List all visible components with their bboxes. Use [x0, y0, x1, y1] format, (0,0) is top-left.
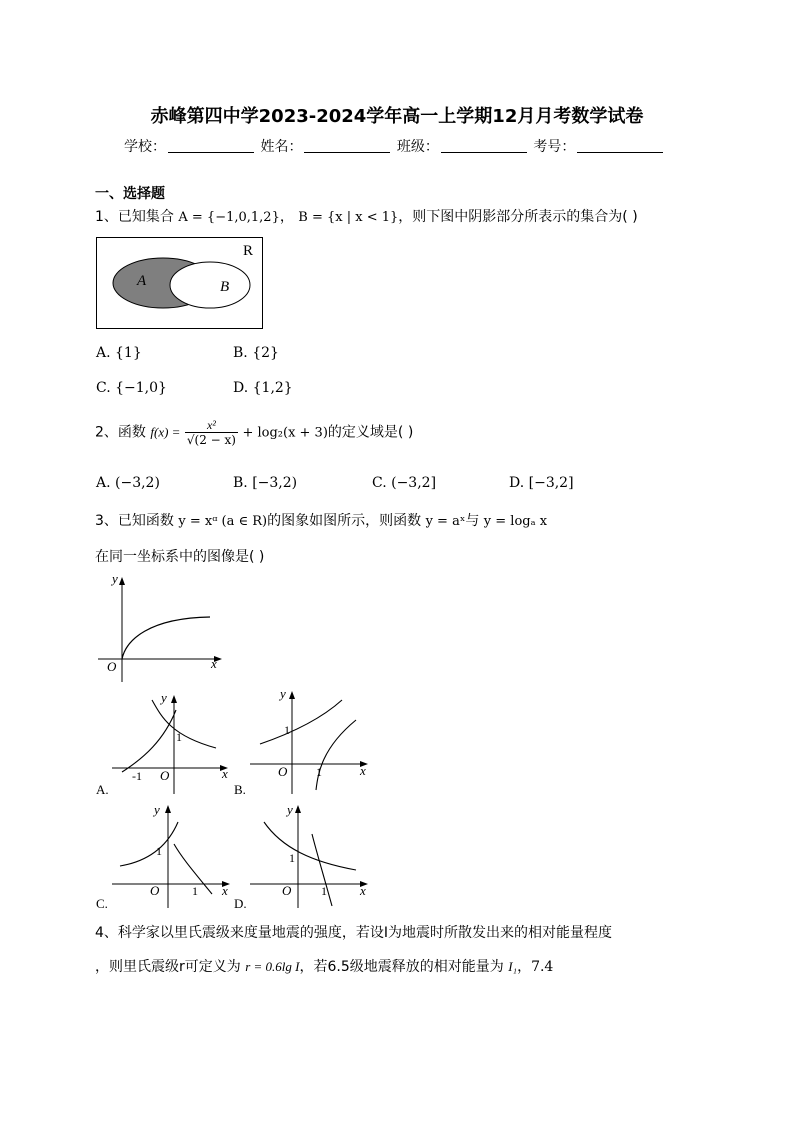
question-4-line2: [95, 956, 553, 976]
y-label: y: [161, 690, 167, 705]
log-curve: [316, 720, 356, 790]
q2-fx: f(x) =: [150, 424, 181, 440]
q2-log-term: + log₂(x + 3): [242, 425, 328, 441]
q1-pre: 已知集合: [117, 209, 174, 225]
x-label: x: [222, 883, 228, 898]
origin-label: O: [107, 659, 117, 674]
q3-log-function: y = logₐ x: [483, 514, 548, 529]
q1-number: 1、: [95, 209, 118, 225]
tick-one-x: 1: [192, 884, 198, 898]
q4-text: 科学家以里氏震级来度量地震的强度，若设I为地震时所散发出来的相对能量程度: [117, 925, 613, 941]
q2-option-d[interactable]: D. [−3,2]: [509, 475, 574, 491]
class-blank[interactable]: [441, 138, 527, 153]
origin-label: O: [150, 883, 160, 898]
x-label: x: [360, 763, 366, 778]
tick-one-y: 1: [289, 851, 295, 865]
q2-number: 2、: [95, 424, 118, 441]
question-2-stem: [95, 418, 413, 447]
tick-one: 1: [176, 730, 182, 744]
q1-set-b: B = {x | x < 1}: [298, 210, 399, 225]
origin-label: O: [160, 768, 170, 783]
q2-option-b[interactable]: B. [−3,2): [233, 475, 298, 491]
q2-pre: 函数: [117, 424, 146, 441]
question-4-line1: [95, 922, 612, 942]
class-label: 班级：: [396, 139, 439, 155]
exp-curve: [120, 822, 178, 866]
q4-number: 4、: [95, 925, 118, 941]
y-axis-label: y: [112, 571, 118, 586]
tick-one-x: 1: [321, 884, 327, 898]
x-label: x: [222, 766, 228, 781]
q2-fraction: [185, 418, 238, 447]
school-blank[interactable]: [168, 138, 254, 153]
y-label: y: [280, 688, 286, 701]
q1-set-a: A = {−1,0,1,2}: [178, 210, 280, 225]
option-d-graph[interactable]: [232, 800, 374, 912]
option-a-graph[interactable]: [94, 688, 236, 798]
page-title: 赤峰第四中学2023-2024学年高一上学期12月月考数学试卷: [150, 106, 644, 127]
tick-one-y: 1: [156, 844, 162, 858]
power-curve: [122, 617, 210, 659]
exp-curve: [264, 822, 356, 870]
name-label: 姓名：: [260, 139, 303, 155]
exp-curve: [260, 700, 342, 744]
x-axis-label: x: [211, 656, 217, 671]
q4-formula: r = 0.6lg I: [245, 959, 300, 974]
section-heading: 一、选择题: [95, 186, 165, 202]
option-c-graph[interactable]: [94, 800, 236, 912]
q4-pre: ，则里氏震级r可定义为: [95, 959, 241, 975]
q2-post: 的定义域是( ): [327, 424, 414, 441]
q3-pre: 已知函数: [117, 513, 174, 529]
q3-number: 3、: [95, 513, 118, 529]
option-a-label: A.: [96, 782, 109, 797]
tick-one-x: 1: [316, 765, 322, 779]
student-info-line: [124, 136, 665, 156]
q2-option-c[interactable]: C. (−3,2]: [372, 475, 437, 491]
origin-label: O: [282, 883, 292, 898]
name-blank[interactable]: [304, 138, 390, 153]
question-3-stem: [95, 510, 547, 530]
q4-variable: I₁: [508, 959, 518, 974]
y-label: y: [287, 802, 293, 817]
q1-option-b[interactable]: B. {2}: [233, 345, 279, 361]
set-a-label: A: [137, 273, 147, 289]
q1-post: ，则下图中阴影部分所表示的集合为( ): [398, 209, 638, 225]
tick-one-y: 1: [284, 723, 290, 737]
q2-option-a[interactable]: A. (−3,2): [96, 475, 160, 491]
number-label: 考号：: [533, 139, 576, 155]
q1-option-d[interactable]: D. {1,2}: [233, 380, 293, 396]
origin-label: O: [278, 764, 288, 779]
q4-mid: ，若6.5级地震释放的相对能量为: [299, 959, 504, 975]
q2-numerator: x²: [185, 418, 238, 433]
q2-denominator: √(2 − x): [186, 433, 236, 447]
q3-power-function: y = xᵅ (a ∈ R): [178, 514, 268, 529]
set-b-label: B: [220, 279, 230, 295]
x-label: x: [360, 883, 366, 898]
option-d-label: D.: [234, 896, 247, 911]
y-label: y: [154, 802, 160, 817]
venn-diagram: [96, 237, 264, 329]
option-b-graph[interactable]: [232, 688, 374, 798]
q1-comma: ，: [279, 209, 294, 225]
log-curve: [122, 710, 176, 772]
question-3-line2: 在同一坐标系中的图像是( ): [95, 549, 265, 565]
q3-mid: 的图象如图所示，则函数: [267, 513, 422, 529]
q4-end: ，7.4: [517, 959, 554, 975]
q1-option-a[interactable]: A. {1}: [96, 345, 142, 361]
number-blank[interactable]: [577, 138, 663, 153]
school-label: 学校：: [124, 139, 166, 155]
option-b-label: B.: [234, 782, 246, 797]
power-function-graph: [94, 570, 228, 685]
exp-curve: [152, 700, 216, 748]
q3-exp-function: y = aˣ: [425, 514, 466, 529]
universe-label: R: [243, 243, 254, 259]
tick-neg-one: -1: [132, 769, 142, 783]
q1-option-c[interactable]: C. {−1,0}: [96, 380, 167, 396]
set-b-circle: [170, 262, 250, 308]
option-c-label: C.: [96, 896, 108, 911]
question-1-stem: [95, 206, 638, 226]
q3-and: 与: [465, 513, 480, 529]
